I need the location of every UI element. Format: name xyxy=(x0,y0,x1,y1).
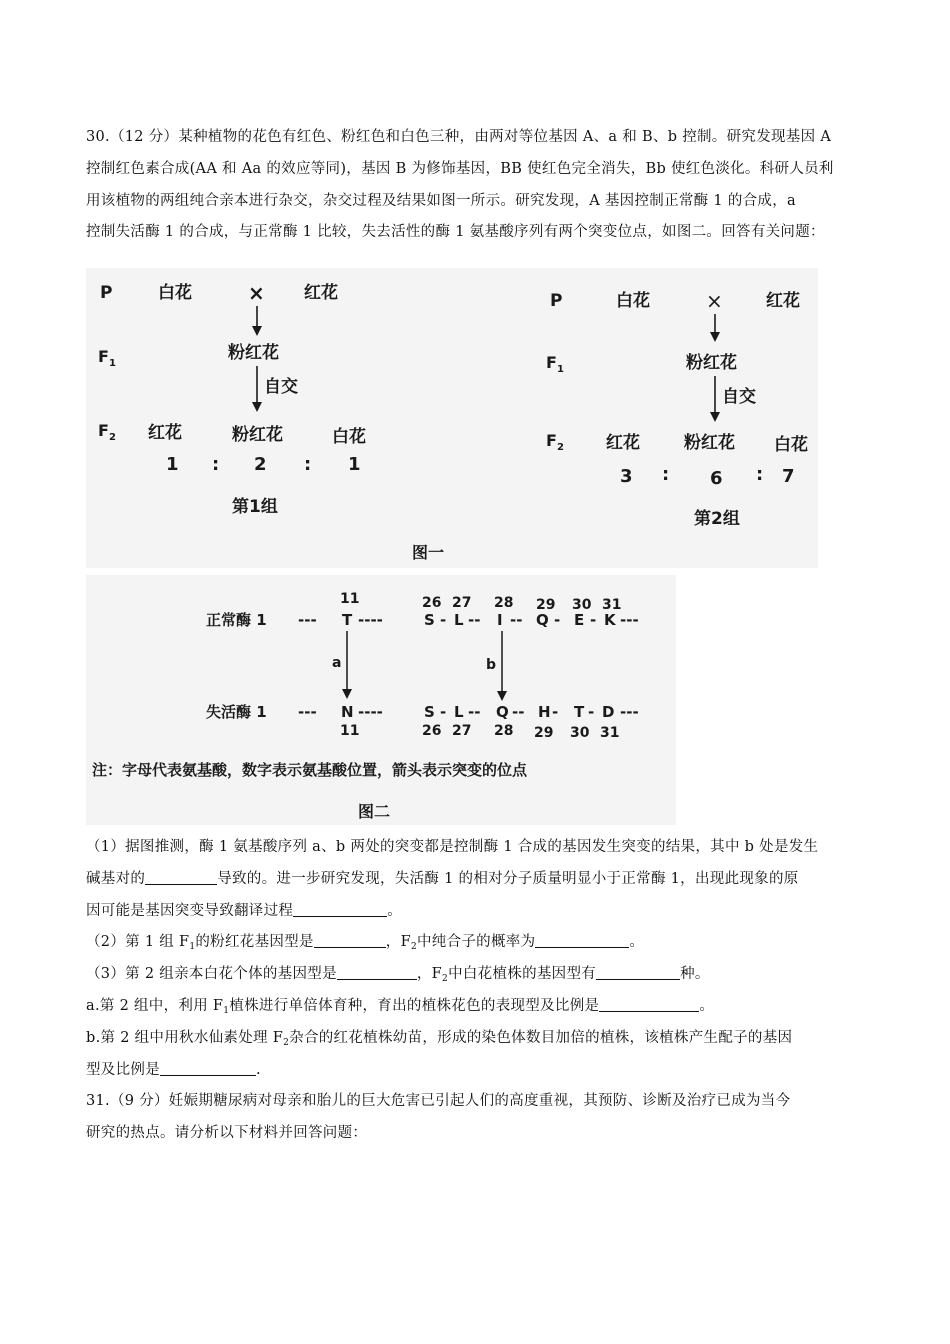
top-pos-31: 31 xyxy=(602,597,622,613)
qb-line-2 xyxy=(86,1055,876,1087)
top-pos-26: 26 xyxy=(422,595,442,611)
figure-2-note: 注：字母代表氨基酸，数字表示氨基酸位置，箭头表示突变的位点 xyxy=(92,761,528,779)
group-1-cross xyxy=(98,281,366,517)
qb-line-1 xyxy=(86,1023,876,1055)
g2-parent-white: 白花 xyxy=(616,291,650,311)
inactive-aa-31: D xyxy=(602,703,615,721)
g2-f2-pink: 粉红花 xyxy=(684,433,735,453)
g1-ratio-1: 1 xyxy=(166,454,179,475)
figure-1 xyxy=(86,268,818,568)
question-30-stem xyxy=(86,122,876,249)
inactive-sequence xyxy=(298,703,639,721)
inactive-dash-3: -- xyxy=(512,703,525,721)
normal-aa-31: K xyxy=(604,611,616,629)
figure-1-caption: 图一 xyxy=(412,543,445,562)
g1-f2-pink: 粉红花 xyxy=(232,425,283,445)
g2-cross-symbol: × xyxy=(706,289,723,313)
q3-line xyxy=(86,959,876,991)
g2-arrowhead-2 xyxy=(710,412,720,422)
normal-dash-5: - xyxy=(590,611,597,629)
g1-ratio-3: 1 xyxy=(348,454,361,475)
inactive-aa-28: Q xyxy=(496,703,509,721)
mark-b: b xyxy=(486,657,497,673)
g1-parent-white: 白花 xyxy=(158,283,192,303)
q2-sub-2: 2 xyxy=(410,942,417,953)
g2-f1-label: $F_1$ xyxy=(546,353,564,375)
q30-line-4: 控制失活酶 1 的合成，与正常酶 1 比较，失去活性的酶 1 氨基酸序列有两个突变位点，如图二。回答有关问题： xyxy=(86,224,825,241)
normal-enzyme-label: 正常酶 1 xyxy=(206,611,267,629)
arrowhead-a xyxy=(342,689,352,699)
q2-text-b: 的粉红花基因型是 xyxy=(195,934,314,951)
figure-2 xyxy=(86,575,676,825)
g2-f2-white: 白花 xyxy=(774,435,808,455)
inactive-aa-26: S xyxy=(424,703,435,721)
q1-line-3-b: 。 xyxy=(387,902,403,919)
g2-colon-1: : xyxy=(662,464,670,485)
q3-text-c: 中白花植株的基因型有 xyxy=(448,966,597,983)
q2-text-a: （2）第 1 组 F xyxy=(86,934,190,951)
answer-blank-q2-b[interactable] xyxy=(535,933,629,948)
normal-aa-11: T xyxy=(342,611,353,629)
qb-text-a: b.第 2 组中用秋水仙素处理 F xyxy=(86,1029,284,1046)
q1-line-2 xyxy=(86,864,876,896)
qa-line xyxy=(86,991,876,1023)
inactive-aa-30: T xyxy=(574,703,585,721)
bottom-pos-26: 26 xyxy=(422,723,442,739)
g2-f1-pink: 粉红花 xyxy=(686,353,737,373)
g1-colon-1: : xyxy=(212,454,220,475)
answer-blank-qa[interactable] xyxy=(599,997,699,1012)
qa-text-a: a.第 2 组中，利用 F xyxy=(86,997,224,1014)
qa-text-c: 。 xyxy=(699,997,715,1014)
q31-line-2: 研究的热点。请分析以下材料并回答问题： xyxy=(86,1125,368,1142)
normal-dash-3: -- xyxy=(510,611,523,629)
answer-blank-q2-a[interactable] xyxy=(314,933,386,948)
g2-f2-red: 红花 xyxy=(606,433,640,453)
figure-2-caption: 图二 xyxy=(358,802,391,821)
g2-ratio-3: 7 xyxy=(782,466,795,487)
q1-line-2-b: 导致的。进一步研究发现，失活酶 1 的相对分子质量明显小于正常酶 1，出现此现象的原 xyxy=(217,870,799,887)
inactive-enzyme-label: 失活酶 1 xyxy=(206,703,267,721)
g1-f1-pink: 粉红花 xyxy=(228,343,279,363)
normal-aa-30: E xyxy=(574,611,585,629)
qa-sub: 1 xyxy=(223,1005,230,1016)
bottom-pos-28: 28 xyxy=(494,723,514,739)
g1-selfing: 自交 xyxy=(264,377,298,397)
q2-text-e: 。 xyxy=(629,934,645,951)
bottom-pos-30: 30 xyxy=(570,725,590,741)
top-pos-30: 30 xyxy=(572,597,592,613)
g2-title: 第2组 xyxy=(694,509,740,529)
mark-a: a xyxy=(332,655,342,671)
qb-text-d: . xyxy=(256,1061,261,1078)
inactive-dash-5: - xyxy=(588,703,595,721)
question-30-subquestions xyxy=(86,832,876,1150)
g2-p-label: P xyxy=(550,291,563,311)
g1-arrowhead-2 xyxy=(252,402,262,412)
normal-lead: --- xyxy=(298,611,317,629)
qb-text-b: 杂合的红花植株幼苗，形成的染色体数目加倍的植株，该植株产生配子的基因 xyxy=(289,1029,793,1046)
inactive-tail: --- xyxy=(620,703,639,721)
qb-text-c: 型及比例是 xyxy=(86,1061,160,1078)
top-pos-28: 28 xyxy=(494,595,514,611)
normal-aa-26: S xyxy=(424,611,435,629)
normal-tail: --- xyxy=(620,611,639,629)
q30-line-1: 30.（12 分）某种植物的花色有红色、粉红色和白色三种，由两对等位基因 A、a 和 B、b 控制。研究发现基因 A xyxy=(86,129,832,145)
q3-sub: 2 xyxy=(442,974,449,985)
g1-f2-white: 白花 xyxy=(332,427,366,447)
g2-f2-label: $F_2$ xyxy=(546,431,564,453)
q1-line-3-a: 因可能是基因突变导致翻译过程 xyxy=(86,902,294,919)
normal-aa-28: I xyxy=(497,611,503,629)
inactive-lead: --- xyxy=(298,703,317,721)
top-pos-11: 11 xyxy=(340,591,360,607)
g1-title: 第1组 xyxy=(232,497,278,517)
g1-parent-red: 红花 xyxy=(304,283,338,303)
bottom-pos-11: 11 xyxy=(340,723,360,739)
q31-line-1: 31.（9 分）妊娠期糖尿病对母亲和胎儿的巨大危害已引起人们的高度重视，其预防、诊断及治疗已成为当今 xyxy=(86,1093,791,1110)
q1-line-1: （1）据图推测，酶 1 氨基酸序列 a、b 两处的突变都是控制酶 1 合成的基因发生突变的结果，其中 b 处是发生 xyxy=(86,839,819,855)
answer-blank-q1-a[interactable] xyxy=(145,870,217,885)
normal-aa-29: Q xyxy=(536,611,549,629)
q30-line-3: 用该植物的两组纯合亲本进行杂交，杂交过程及结果如图一所示。研究发现，A 基因控制正常酶 1 的合成，a xyxy=(86,192,796,209)
bottom-pos-31: 31 xyxy=(600,725,620,741)
q2-text-d: 中纯合子的概率为 xyxy=(416,934,536,951)
g1-f1-label: $F_1$ xyxy=(98,347,116,369)
g1-cross-symbol: × xyxy=(248,281,265,305)
g1-arrowhead-1 xyxy=(252,326,262,336)
answer-blank-q1-b[interactable] xyxy=(293,902,387,917)
qb-sub: 2 xyxy=(283,1037,290,1048)
normal-aa-27: L xyxy=(454,611,464,629)
inactive-dash-2: -- xyxy=(468,703,481,721)
figure-1-diagram xyxy=(86,268,818,568)
arrowhead-b xyxy=(497,691,507,701)
q3-text-d: 种。 xyxy=(680,966,710,983)
group-2-cross xyxy=(546,289,808,529)
g2-parent-red: 红花 xyxy=(766,291,800,311)
g1-colon-2: : xyxy=(304,454,312,475)
qa-text-b: 植株进行单倍体育种，育出的植株花色的表现型及比例是 xyxy=(229,997,600,1014)
g2-selfing: 自交 xyxy=(722,387,756,407)
inactive-dash-1: - xyxy=(440,703,447,721)
q1-line-2-a: 碱基对的 xyxy=(86,870,146,887)
g1-f2-label: $F_2$ xyxy=(98,421,116,443)
normal-dash-4: - xyxy=(554,611,561,629)
top-pos-29: 29 xyxy=(536,597,556,613)
bottom-pos-29: 29 xyxy=(534,725,554,741)
q3-text-b: ，F xyxy=(416,966,443,983)
inactive-aa-11: N xyxy=(341,703,354,721)
inactive-dash-4: - xyxy=(552,703,559,721)
g2-arrowhead-1 xyxy=(710,332,720,342)
inactive-aa-27: L xyxy=(454,703,464,721)
answer-blank-q3-b[interactable] xyxy=(596,965,680,980)
figure-2-diagram xyxy=(86,575,676,825)
g1-p-label: P xyxy=(100,283,113,303)
q3-text-a: （3）第 2 组亲本白花个体的基因型是 xyxy=(86,966,337,983)
q2-sub-1: 1 xyxy=(189,942,196,953)
normal-dash-1: - xyxy=(440,611,447,629)
q2-line xyxy=(86,927,876,959)
q1-line-3 xyxy=(86,896,876,928)
g1-f2-red: 红花 xyxy=(148,423,182,443)
top-pos-27: 27 xyxy=(452,595,472,611)
normal-mid: ---- xyxy=(358,611,383,629)
answer-blank-q3-a[interactable] xyxy=(337,965,417,980)
bottom-pos-27: 27 xyxy=(452,723,472,739)
g2-ratio-1: 3 xyxy=(620,466,633,487)
g1-ratio-2: 2 xyxy=(254,454,267,475)
inactive-aa-29: H xyxy=(538,703,551,721)
g2-ratio-2: 6 xyxy=(710,468,723,489)
normal-sequence xyxy=(298,611,639,629)
answer-blank-qb[interactable] xyxy=(160,1061,256,1076)
g2-colon-2: : xyxy=(756,464,764,485)
normal-dash-2: -- xyxy=(468,611,481,629)
inactive-mid: ---- xyxy=(358,703,383,721)
q30-line-2: 控制红色素合成(AA 和 Aa 的效应等同)，基因 B 为修饰基因，BB 使红色完全消失，Bb 使红色淡化。科研人员利 xyxy=(86,160,834,177)
q2-text-c: ，F xyxy=(385,934,411,951)
